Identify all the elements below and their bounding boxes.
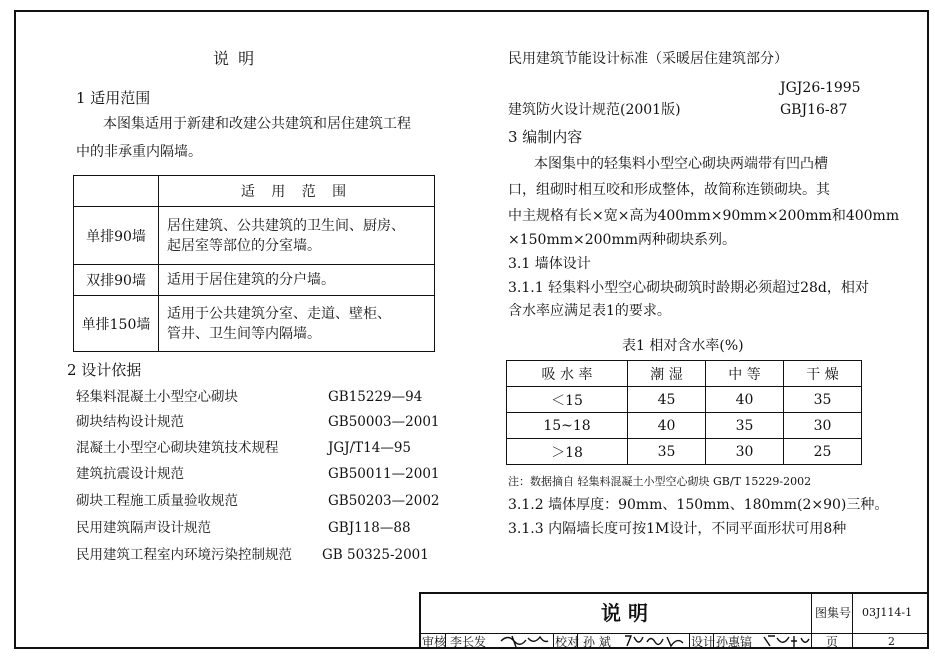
standard-code: GB50203—2002 [328,493,440,509]
atlas-number-label: 图集号 [815,606,852,620]
checker-signature [621,633,687,649]
standard-code: GBJ118—88 [328,520,411,536]
standard-name: 混凝土小型空心砌块建筑技术规程 [76,440,279,456]
section-3-1-heading: 3.1 墙体设计 [508,256,591,272]
moisture-cell: 35 [628,439,706,465]
moisture-cell: 25 [783,439,861,465]
moisture-header-cell: 干 燥 [783,361,861,387]
section-3-1-2-line: 3.1.2 墙体厚度：90mm、150mm、180mm(2×90)三种。 [508,497,889,513]
section-3-heading: 3 编制内容 [508,128,583,146]
standard-name: 轻集料混凝土小型空心砌块 [76,389,238,405]
moisture-table [506,360,862,465]
scope-row-line: 适用于公共建筑分室、走道、壁柜、 [167,305,391,322]
standard-code: GB15229—94 [328,389,423,405]
page-title: 说 明 [213,49,257,68]
section-3-1-1-line: 含水率应满足表1的要求。 [508,303,671,319]
moisture-cell: 15~18 [507,413,628,439]
scope-row-line: 管井、卫生间等内隔墙。 [167,325,321,342]
scope-row-description [159,265,435,296]
moisture-cell: 30 [783,413,861,439]
moisture-cell: ＞18 [507,439,628,465]
section-3-line: 口，组砌时相互咬和形成整体，故简称连锁砌块。其 [508,182,830,198]
standard-code: GBJ16-87 [780,102,848,118]
section-3-line: 本图集中的轻集料小型空心砌块两端带有凹凸槽 [534,156,828,172]
standard-code: GB50011—2001 [328,466,440,482]
standard-code: GB 50325-2001 [322,547,429,563]
designer-name: 孙惠镐 [716,635,753,649]
scope-table-corner [74,176,159,207]
standard-name: 建筑抗震设计规范 [76,466,184,482]
scope-row-line: 居住建筑、公共建筑的卫生间、厨房、 [167,217,405,234]
scope-row-description [159,207,435,265]
section-1-paragraph-line: 中的非承重内隔墙。 [76,144,202,160]
check-label: 校对 [555,635,580,649]
standard-name: 建筑防火设计规范(2001版) [508,102,681,118]
scope-row-name: 双排90墙 [74,265,159,296]
moisture-header-cell: 吸 水 率 [507,361,628,387]
title-block-divider [553,633,554,649]
moisture-header-cell: 潮 湿 [628,361,706,387]
page-number: 2 [888,635,895,648]
moisture-cell: 35 [706,413,784,439]
table-row [507,413,862,439]
scope-row-description [159,296,435,352]
standard-code: JGJ/T14—95 [328,440,412,456]
moisture-cell: ＜15 [507,387,628,413]
moisture-cell: 35 [783,387,861,413]
moisture-cell: 45 [628,387,706,413]
reviewer-name: 李长发 [450,635,487,649]
moisture-table-note: 注：数据摘自 轻集料混凝土小型空心砌块 GB/T 15229-2002 [508,475,812,488]
design-label: 设计 [691,635,716,649]
section-3-1-1-line: 3.1.1 轻集料小型空心砌块砌筑时龄期必须超过28d，相对 [508,280,869,296]
checker-name: 孙 斌 [583,635,611,649]
designer-signature [761,633,811,649]
section-3-line: 中主规格有长×宽×高为400mm×90mm×200mm和400mm [508,208,900,224]
section-1-heading: 1 适用范围 [76,89,151,107]
review-label: 审核 [422,635,447,649]
page-label: 页 [826,635,839,649]
section-3-line: ×150mm×200mm两种砌块系列。 [508,232,737,248]
moisture-table-title: 表1 相对含水率(%) [622,338,744,354]
atlas-number: 03J114-1 [862,606,913,619]
moisture-cell: 30 [706,439,784,465]
standard-name: 砌块工程施工质量验收规范 [76,493,238,509]
scope-table [73,175,435,352]
standard-name: 民用建筑隔声设计规范 [76,520,211,536]
scope-row-line: 适用于居住建筑的分户墙。 [167,272,335,288]
section-3-1-3-line: 3.1.3 内隔墙长度可按1M设计，不同平面形状可用8种 [508,521,847,537]
moisture-cell: 40 [706,387,784,413]
table-row [507,387,862,413]
title-block-title: 说 明 [601,601,648,625]
standard-name: 民用建筑工程室内环境污染控制规范 [76,547,292,563]
standard-code: GB50003—2001 [328,414,440,430]
reviewer-signature [498,633,550,649]
title-block-divider [689,633,690,649]
scope-table-header: 适 用 范 围 [159,176,435,207]
section-1-paragraph-line: 本图集适用于新建和改建公共建筑和居住建筑工程 [103,116,411,132]
moisture-cell: 40 [628,413,706,439]
standard-name: 砌块结构设计规范 [76,414,184,430]
standard-name: 民用建筑节能设计标准（采暖居住建筑部分） [508,51,788,67]
scope-row-name: 单排150墙 [74,296,159,352]
table-row [507,439,862,465]
title-block [419,592,929,649]
title-block-divider [811,594,812,649]
scope-row-line: 起居室等部位的分室墙。 [167,237,321,254]
standard-code: JGJ26-1995 [780,80,861,96]
moisture-header-cell: 中 等 [706,361,784,387]
section-2-heading: 2 设计依据 [67,361,142,379]
scope-row-name: 单排90墙 [74,207,159,265]
title-block-divider [852,594,853,649]
